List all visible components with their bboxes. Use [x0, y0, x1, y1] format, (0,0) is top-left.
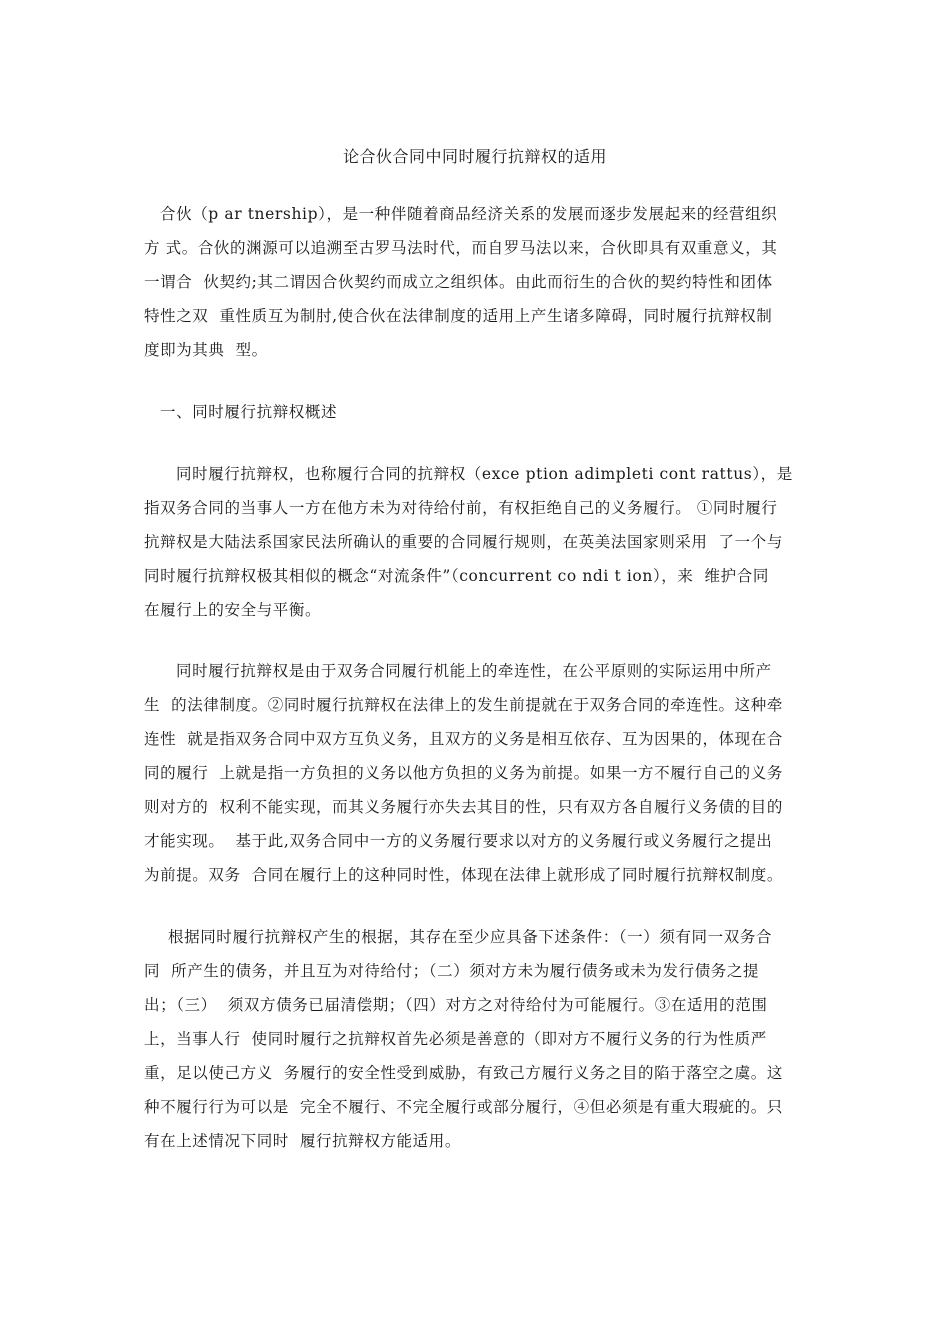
paragraph-4-line-1: 根据同时履行抗辩权产生的根据，其存在至少应具备下述条件：（一）须有同一双务合: [168, 928, 773, 946]
paragraph-4-line-6: 种不履行行为可以是 完全不履行、不完全履行或部分履行，④但必须是有重大瑕疵的。只: [144, 1098, 783, 1116]
paragraph-4-line-3: 出；（三） 须双方债务已届清偿期；（四）对方之对待给付为可能履行。③在适用的范围: [144, 996, 768, 1014]
paragraph-1-line-5: 度即为其典 型。: [144, 341, 268, 359]
paragraph-2-line-1: 同时履行抗辩权，也称履行合同的抗辩权（exce ption adimpleti cont rattus），是: [176, 465, 793, 483]
paragraph-2-line-5: 在履行上的安全与平衡。: [144, 601, 322, 619]
paragraph-3-line-6: 才能实现。 基于此,双务合同中一方的义务履行要求以对方的义务履行或义务履行之提出: [144, 832, 773, 850]
paragraph-2-line-2: 指双务合同的当事人一方在他方未为对待给付前，有权拒绝自己的义务履行。 ①同时履行: [144, 499, 778, 517]
paragraph-4-line-2: 同 所产生的债务，并且互为对待给付；（二）须对方未为履行债务或未为发行债务之提: [144, 962, 760, 980]
section-heading: 一、同时履行抗辩权概述: [160, 403, 338, 421]
paragraph-3-line-5: 则对方的 权利不能实现，而其义务履行亦失去其目的性，只有双方各自履行义务债的目的: [144, 798, 783, 816]
paragraph-3-line-3: 连性 就是指双务合同中双方互负义务，且双方的义务是相互依存、互为因果的，体现在合: [144, 730, 783, 748]
paragraph-3-line-7: 为前提。双务 合同在履行上的这种同时性，体现在法律上就形成了同时履行抗辩权制度。: [144, 866, 783, 884]
paragraph-1-line-3: 一谓合 伙契约;其二谓因合伙契约而成立之组织体。由此而衍生的合伙的契约特性和团体: [144, 273, 773, 291]
paragraph-2-line-3: 抗辩权是大陆法系国家民法所确认的重要的合同履行规则，在英美法国家则采用 了一个与: [144, 533, 783, 551]
paragraph-1-line-2: 方 式。合伙的渊源可以追溯至古罗马法时代，而自罗马法以来，合伙即具有双重意义，其: [144, 239, 778, 257]
document-title: 论合伙合同中同时履行抗辩权的适用: [342, 147, 607, 166]
paragraph-3-line-4: 同的履行 上就是指一方负担的义务以他方负担的义务为前提。如果一方不履行自己的义务: [144, 764, 783, 782]
paragraph-1-line-4: 特性之双 重性质互为制肘,使合伙在法律制度的适用上产生诸多障碍，同时履行抗辩权制: [144, 307, 773, 325]
paragraph-1-line-1: 合伙（p ar tnership），是一种伴随着商品经济关系的发展而逐步发展起来的经营组织: [160, 205, 778, 223]
paragraph-2-line-4: 同时履行抗辩权极其相似的概念“对流条件”（concurrent co ndi t ion），来 维护合同: [144, 567, 769, 585]
paragraph-4-line-7: 有在上述情况下同时 履行抗辩权方能适用。: [144, 1132, 461, 1150]
paragraph-3-line-2: 生 的法律制度。②同时履行抗辩权在法律上的发生前提就在于双务合同的牵连性。这种牵: [144, 696, 783, 714]
paragraph-4-line-5: 重，足以使己方义 务履行的安全性受到威胁，有致己方履行义务之目的陷于落空之虞。这: [144, 1064, 783, 1082]
paragraph-4-line-4: 上，当事人行 使同时履行之抗辩权首先必须是善意的（即对方不履行义务的行为性质严: [144, 1030, 767, 1048]
paragraph-3-line-1: 同时履行抗辩权是由于双务合同履行机能上的牵连性，在公平原则的实际运用中所产: [176, 662, 772, 680]
